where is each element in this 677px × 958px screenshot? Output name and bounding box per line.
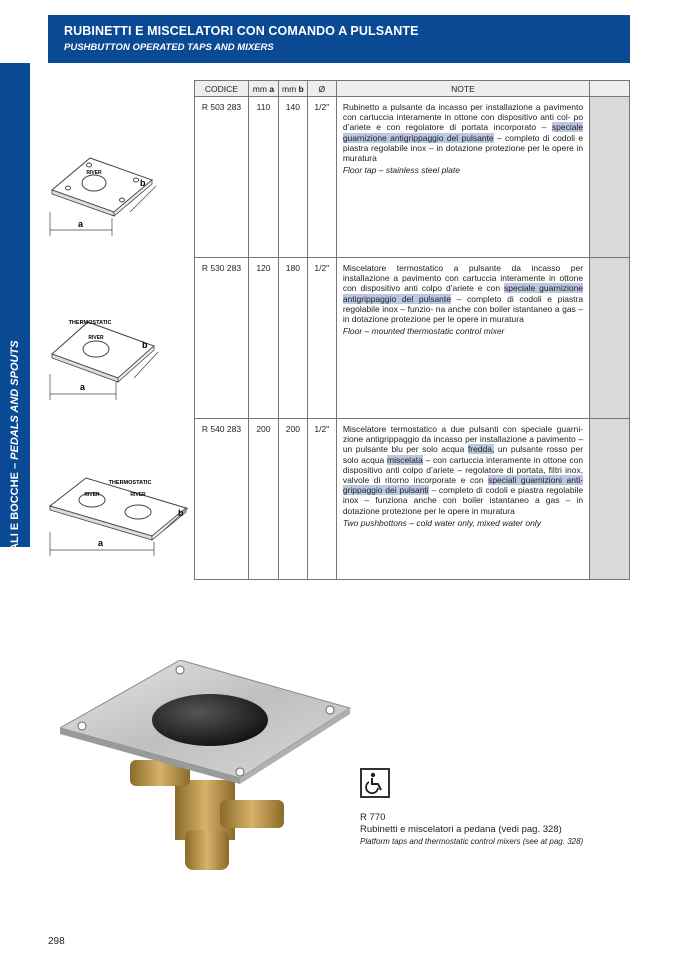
note-english: Two pushbottons – cold water only, mixed water only: [342, 517, 541, 528]
note-text: Miscelatore termostatico a due pulsanti con speciale guarni- zione antigrippaggio da incasso per installazione a pavimento – un pulsante blu per solo acqua: [342, 424, 584, 455]
table-header-row: [195, 81, 630, 97]
page-subtitle: PUSHBUTTON OPERATED TAPS AND MIXERS: [64, 42, 274, 53]
related-product: [360, 812, 583, 848]
related-product-code: R 770: [360, 812, 386, 823]
brand-text: RIVER: [130, 492, 146, 498]
col-dia-header: Ø: [307, 81, 336, 97]
note-text: – completo di codoli e piastra regolabile inox – funziona anche con boiler istantaneo a gas – in dotazione protezione per le opere in muratura: [342, 485, 584, 516]
product-photo: [60, 660, 360, 900]
table-row: [195, 258, 630, 419]
note-highlight: speciale guarnizione antigrippaggio del pulsante: [342, 122, 584, 143]
col-blank-header: [590, 81, 630, 97]
label-b: b: [140, 178, 146, 188]
col-a-letter: a: [269, 83, 275, 94]
label-b: b: [178, 508, 184, 518]
related-product-desc: Rubinetti e miscelatori a pedana (vedi pag. 328): [360, 824, 562, 835]
note-highlight: speciale guarnizione antigrippaggio del pulsante: [342, 283, 584, 304]
note-highlight: fredda,: [467, 444, 495, 455]
sidebar-text-en: PEDALS AND SPOUTS: [9, 340, 21, 460]
row-price-cell: [590, 258, 630, 419]
row-b: 180: [278, 258, 307, 419]
row-price-cell: [590, 419, 630, 580]
row-price-cell: [590, 97, 630, 258]
label-a: a: [78, 219, 84, 229]
col-a-header: [248, 81, 278, 97]
note-text: un pulsante rosso per solo acqua: [342, 444, 584, 465]
col-note-header: NOTE: [336, 81, 589, 97]
col-b-letter: b: [298, 83, 304, 94]
row-b: 140: [278, 97, 307, 258]
row-a: 200: [248, 419, 278, 580]
row-code: R 530 283: [195, 258, 249, 419]
brand-text: RIVER: [88, 335, 104, 341]
row-b: 200: [278, 419, 307, 580]
row-dia: 1/2": [307, 258, 336, 419]
label-b: b: [142, 340, 148, 350]
col-b-mm: mm: [282, 83, 297, 94]
table-row: [195, 97, 630, 258]
note-text: – completo di codoli e piastra regolabile inox – in dotazione protezione per le opere in muratura: [342, 132, 584, 164]
section-sidebar: [0, 63, 30, 574]
note-english: Floor – mounted thermostatic control mixer: [342, 326, 505, 337]
thermostatic-text: THERMOSTATIC: [108, 480, 152, 486]
note-text: – con cartuccia interamente in ottone con dispositivo anti colpo d’ariete – regolatore di portata, filtri inox, valvole di ritorno incorporate e con: [342, 454, 584, 486]
thermostatic-mixer-diagram: [42, 312, 162, 402]
sidebar-text-it: PEDALI E BOCCHE –: [9, 462, 21, 574]
col-b-header: [278, 81, 307, 97]
row-note: [336, 97, 589, 258]
label-a: a: [80, 382, 86, 392]
page-header: [48, 15, 630, 63]
label-a: a: [98, 538, 104, 548]
row-code: R 503 283: [195, 97, 249, 258]
note-text: Rubinetto a pulsante da incasso per installazione a pavimento con cartuccia interamente in ottone con dispositivo anti col- po d’ariete e con regolatore di portata incorporato –: [342, 102, 584, 133]
note-english: Floor tap – stainless steel plate: [342, 165, 461, 176]
sidebar-label: [9, 340, 21, 573]
col-a-mm: mm: [252, 83, 267, 94]
brand-text: RIVER: [84, 492, 100, 498]
row-a: 110: [248, 97, 278, 258]
floor-tap-diagram: [42, 150, 162, 240]
page-number: 298: [48, 936, 65, 947]
note-highlight: miscelata: [386, 454, 423, 465]
row-dia: 1/2": [307, 97, 336, 258]
two-button-mixer-diagram: [42, 472, 192, 556]
product-table: [194, 80, 630, 580]
related-product-desc-en: Platform taps and thermostatic control mixers (see at pag. 328): [360, 837, 584, 846]
brand-text: RIVER: [86, 170, 102, 176]
note-text: Miscelatore termostatico a pulsante da incasso per installazione a pavimento con cartuccia interamente in ottone con dispositivo anti colpo d’ariete e con: [342, 263, 584, 294]
note-text: – completo di codoli e piastra regolabile inox – funzio- na anche con boiler istantaneo a gas – in dotazione protezione per le opere in muratura: [342, 293, 584, 325]
note-highlight: speciali guarnizioni anti- grippaggio dei pulsanti: [342, 475, 584, 496]
accessibility-icon: [360, 768, 390, 798]
row-code: R 540 283: [195, 419, 249, 580]
row-note: [336, 258, 589, 419]
row-dia: 1/2": [307, 419, 336, 580]
row-note: [336, 419, 589, 580]
page-title: RUBINETTI E MISCELATORI CON COMANDO A PULSANTE: [64, 24, 419, 38]
thermostatic-text: THERMOSTATIC: [68, 320, 112, 326]
row-a: 120: [248, 258, 278, 419]
table-row: [195, 419, 630, 580]
col-code-header: CODICE: [195, 81, 249, 97]
